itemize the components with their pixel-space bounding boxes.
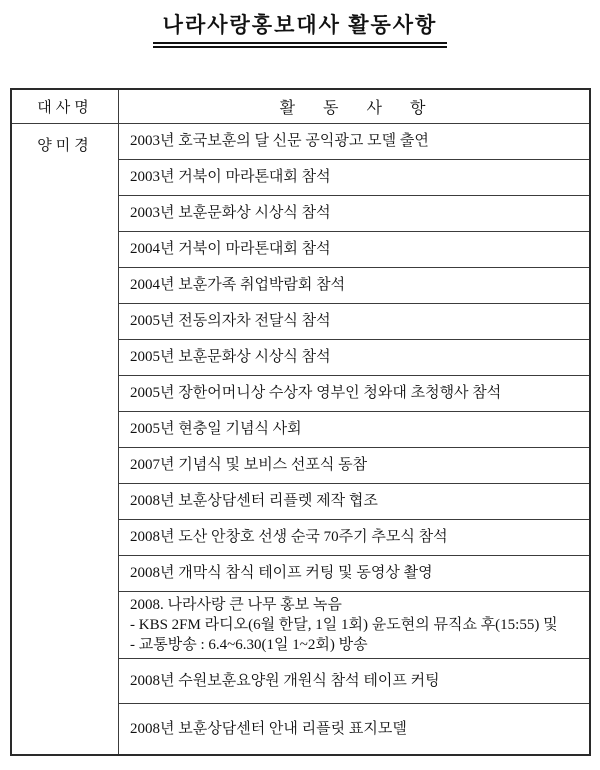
- activity-cell: [119, 303, 591, 339]
- activity-line: 2008년 도산 안창호 선생 순국 70주기 추모식 참석: [130, 529, 448, 545]
- activity-cell: [119, 411, 591, 447]
- activity-line: - KBS 2FM 라디오(6월 한달, 1일 1회) 윤도현의 뮤직쇼 후(15:55) 및: [130, 616, 558, 633]
- page-title: 나라사랑홍보대사 활동사항: [153, 9, 448, 48]
- activity-line: 2008년 보훈상담센터 안내 리플릿 표지모델: [130, 720, 407, 737]
- activities-tbody: [11, 123, 590, 755]
- activity-cell: [119, 267, 591, 303]
- activity-cell: [119, 555, 591, 591]
- header-row: [11, 89, 590, 123]
- activity-cell: [119, 447, 591, 483]
- activity-cell: [119, 375, 591, 411]
- activity-cell: [119, 123, 591, 159]
- activity-cell: [119, 519, 591, 555]
- activity-line: 2005년 전동의자차 전달식 참석: [130, 313, 331, 329]
- activity-line: 2008년 수원보훈요양원 개원식 참석 테이프 커팅: [130, 672, 440, 689]
- activity-cell: [119, 159, 591, 195]
- activity-line: 2007년 기념식 및 보비스 선포식 동참: [130, 457, 368, 473]
- activity-line: - 교통방송 : 6.4~6.30(1일 1~2회) 방송: [130, 636, 368, 653]
- activity-cell: [119, 195, 591, 231]
- activity-line: 2008년 개막식 참식 테이프 커팅 및 동영상 촬영: [130, 565, 433, 581]
- activity-line: 2005년 장한어머니상 수상자 영부인 청와대 초청행사 참석: [130, 385, 502, 401]
- activity-cell: [119, 231, 591, 267]
- ambassador-name-cell: 양미경: [11, 123, 119, 755]
- activities-table: [10, 88, 591, 756]
- activity-line: 2003년 호국보훈의 달 신문 공익광고 모델 출연: [130, 133, 429, 149]
- table-row: [11, 123, 590, 159]
- activity-line: 2003년 거북이 마라톤대회 참석: [130, 169, 331, 185]
- activity-cell: [119, 658, 591, 703]
- activity-line: 2004년 거북이 마라톤대회 참석: [130, 241, 331, 257]
- title-area: [0, 0, 600, 48]
- header-activities: 활 동 사 항: [119, 89, 591, 123]
- activity-line: 2003년 보훈문화상 시상식 참석: [130, 205, 331, 221]
- activity-line: 2005년 현충일 기념식 사회: [130, 421, 302, 437]
- activity-line: 2008. 나라사랑 큰 나무 홍보 녹음: [130, 596, 342, 613]
- activity-cell: [119, 591, 591, 658]
- activity-cell: [119, 703, 591, 755]
- activity-line: 2005년 보훈문화상 시상식 참석: [130, 349, 331, 365]
- header-ambassador-name: 대사명: [11, 89, 119, 123]
- activity-line: 2004년 보훈가족 취업박람회 참석: [130, 277, 346, 293]
- activity-cell: [119, 339, 591, 375]
- activity-line: 2008년 보훈상담센터 리플렛 제작 협조: [130, 493, 378, 509]
- activity-cell: [119, 483, 591, 519]
- table-header: [11, 89, 590, 123]
